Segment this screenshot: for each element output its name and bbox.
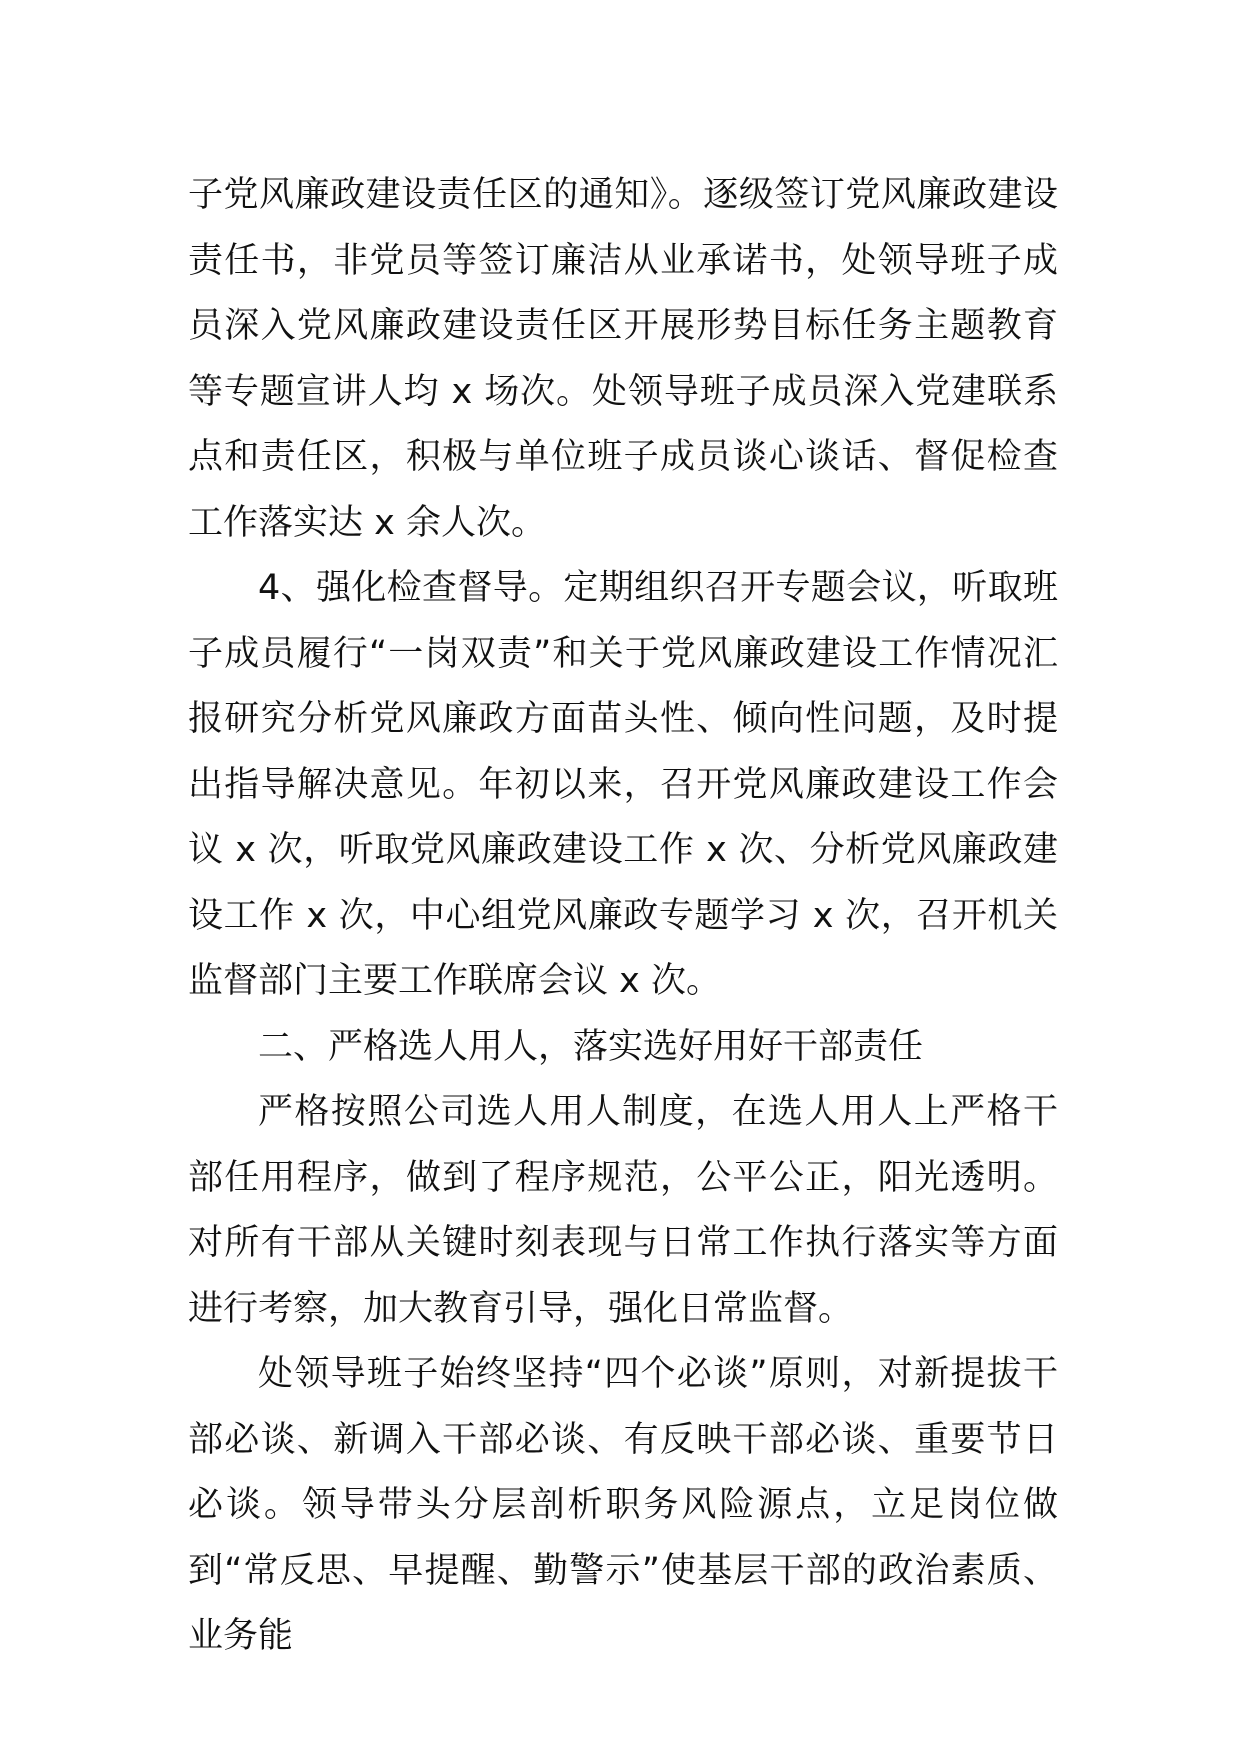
paragraph-inspection-supervision: 4、强化检查督导。定期组织召开专题会议，听取班子成员履行“一岗双责”和关于党风廉政建设工作情况汇报研究分析党风廉政方面苗头性、倾向性问题，及时提出指导解决意见。年初以来，召开党风廉政建设工作会议 x 次，听取党风廉政建设工作 x 次、分析党风廉政建设工作 x 次，中心组党风廉政专题学习 x 次，召开机关监督部门主要工作联席会议 x 次。 [188,568,1058,1001]
paragraph-continuation: 子党风廉政建设责任区的通知》。逐级签订党风廉政建设责任书，非党员等签订廉洁从业承诺书，处领导班子成员深入党风廉政建设责任区开展形势目标任务主题教育等专题宣讲人均 x 场次。处领导班子成员深入党建联系点和责任区，积极与单位班子成员谈心谈话、督促检查工作落实达 x 余人次。 [188,175,1058,543]
paragraph-four-must-talks: 处领导班子始终坚持“四个必谈”原则，对新提拔干部必谈、新调入干部必谈、有反映干部必谈、重要节日必谈。领导带头分层剖析职务风险源点，立足岗位做到“常反思、早提醒、勤警示”使基层干部的政治素质、业务能 [188,1354,1058,1656]
document-body [188,163,1058,1670]
section-heading-cadre-selection: 二、严格选人用人，落实选好用好干部责任 [258,1026,924,1067]
paragraph-selection-procedure: 严格按照公司选人用人制度，在选人用人上严格干部任用程序，做到了程序规范，公平公正，阳光透明。对所有干部从关键时刻表现与日常工作执行落实等方面进行考察，加大教育引导，强化日常监督。 [188,1092,1058,1329]
